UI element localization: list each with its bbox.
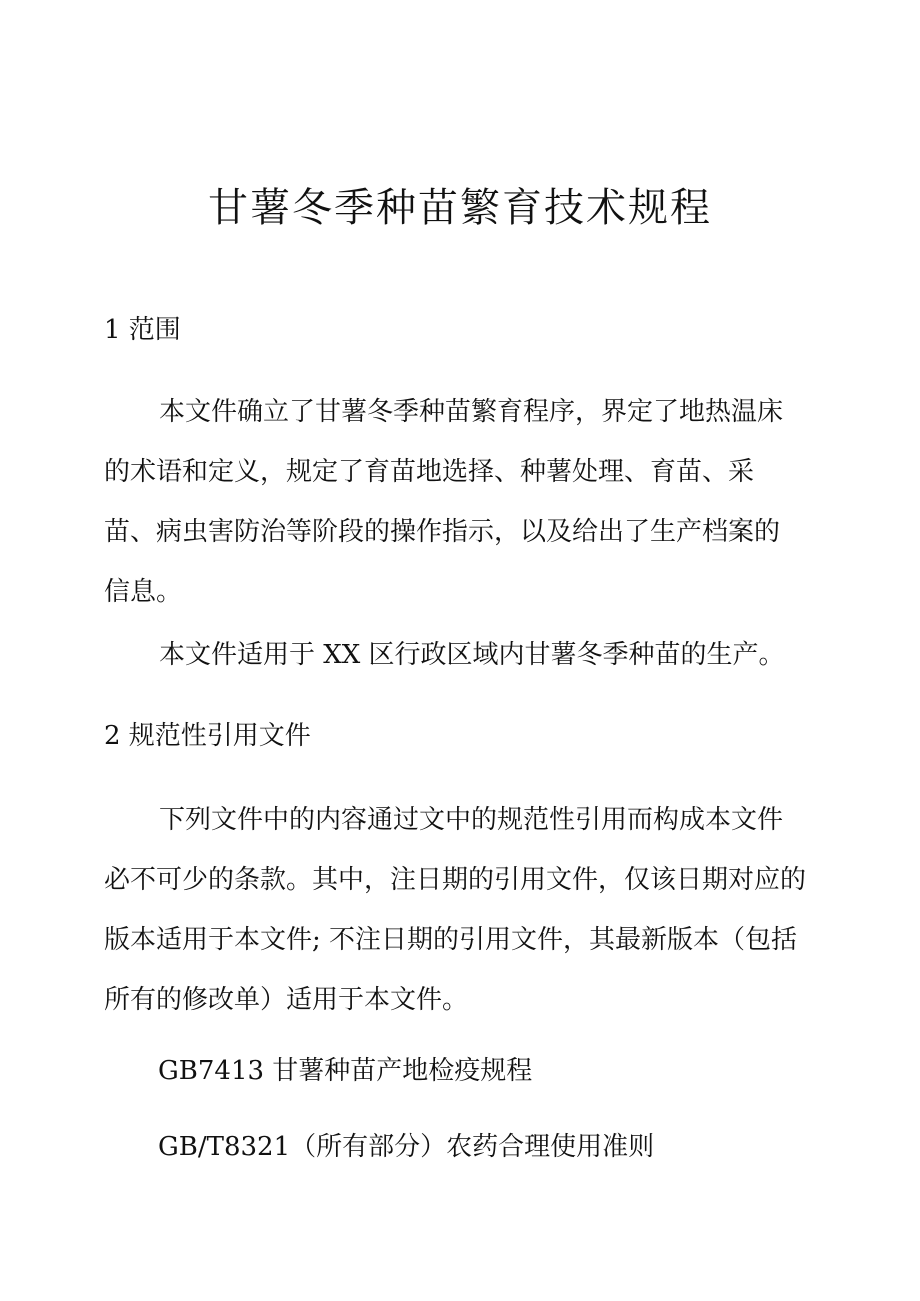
paragraph-scope-2: [104, 625, 844, 685]
paragraph-line: 版本适用于本文件; 不注日期的引用文件，其最新版本（包括: [104, 925, 798, 955]
section-heading-scope: 1 范围: [104, 315, 181, 345]
paragraph-line: 下列文件中的内容通过文中的规范性引用而构成本文件: [159, 805, 784, 835]
paragraph-normative-references: [104, 790, 844, 1030]
section-heading-normative-references: 2 规范性引用文件: [104, 721, 311, 751]
paragraph-line: 所有的修改单）适用于本文件。: [104, 985, 469, 1015]
document-title: 甘薯冬季种苗繁育技术规程: [208, 185, 712, 231]
paragraph-line: 苗、病虫害防治等阶段的操作指示，以及给出了生产档案的: [104, 517, 781, 547]
reference-item: GB7413 甘薯种苗产地检疫规程: [158, 1056, 533, 1086]
paragraph-scope-1: [104, 382, 844, 622]
paragraph-line: 本文件确立了甘薯冬季种苗繁育程序，界定了地热温床: [159, 397, 784, 427]
paragraph-line: 本文件适用于 XX 区行政区域内甘薯冬季种苗的生产。: [159, 640, 785, 670]
paragraph-line: 必不可少的条款。其中，注日期的引用文件，仅该日期对应的: [104, 865, 807, 895]
paragraph-line: 的术语和定义，规定了育苗地选择、种薯处理、育苗、采: [104, 457, 755, 487]
paragraph-line: 信息。: [104, 577, 183, 607]
reference-item: GB/T8321（所有部分）农药合理使用准则: [158, 1132, 655, 1162]
